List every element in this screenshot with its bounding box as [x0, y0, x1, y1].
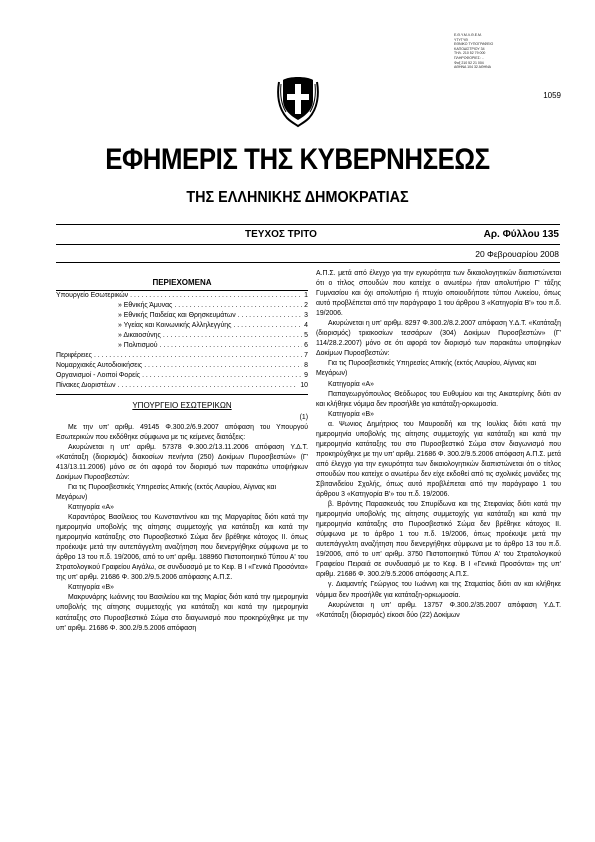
toc-num: 8	[304, 362, 308, 370]
paragraph: Κατηγορία «Β»	[328, 410, 374, 418]
toc-label: Οργανισμοί - Λοιποί Φορείς	[56, 372, 141, 380]
printer-line: ΚΑΠΟΔΙΣΤΡΙΟΥ 34	[454, 46, 485, 51]
toc-num: 3	[304, 312, 308, 320]
paragraph: Παπαγεωργόπουλος Θεόδωρος του Ευθυμίου και της Αικατερίνης διότι αν και κλήθηκε νόμιμα δεν προσήλθε για κατάταξη-ορκωμοσία.	[316, 390, 561, 408]
coat-of-arms-icon	[275, 74, 321, 128]
right-column	[316, 269, 561, 621]
paragraph: Κατηγορία «Β»	[68, 584, 114, 592]
toc-label: » Πολιτισμού	[118, 342, 158, 350]
printer-line: ΠΛΗΡΟΦΟΡΙΕΣ: ..	[454, 55, 484, 60]
paragraph: Για τις Πυροσβεστικές Υπηρεσίες Αττικής (εκτός Λαυρίου, Αίγινας και Μεγάρων)	[56, 483, 277, 501]
paragraph: Με την υπ' αριθμ. 49145 Φ.300.2/6.9.2007 απόφαση του Υπουργού Εσωτερικών που εκδόθηκε σύμφωνα με τις κείμενες διατάξεις:	[56, 423, 308, 441]
toc-row	[56, 361, 308, 371]
issue-label: ΤΕΥΧΟΣ ΤΡΙΤΟ	[245, 229, 317, 240]
toc-num: 9	[304, 372, 308, 380]
printer-imprint	[454, 33, 514, 70]
toc-label: Πίνακες Διοριστέων	[56, 382, 116, 390]
paragraph: Μακρυνάρης Ιωάννης του Βασιλείου και της Μαρίας διότι κατά την ημερομηνία υποβολής της αίτησης συμμετοχής για κατάταξη και κατά την ημερομηνία κατάταξης στο Πυροσβεστικό Σώμα στο διαγωνισμό που προκηρύχθηκε με την υπ' αριθμ. 21686 Φ. 300.2/9.5.2006 απόφαση	[56, 594, 308, 632]
paragraph: Ακυρώνεται η υπ' αριθμ. 8297 Φ.300.2/8.2.2007 απόφαση Υ.Δ.Τ. «Κατάταξη (διορισμός) τριακοσίων τεσσάρων (304) Δοκίμων Πυροσβεστών» (Γ' 114/28.2.2007) μόνο σε ότι αφορά τον διορισμό των παρακάτω υποψηφίων Δοκίμων Πυροσβεστών:	[316, 320, 561, 358]
toc-title: ΠΕΡΙΕΧΟΜΕΝΑ	[152, 278, 212, 287]
paragraph: Κατηγορία «Α»	[328, 380, 374, 388]
toc-num: 10	[300, 382, 308, 390]
gazette-title: ΕΦΗΜΕΡΙΣ ΤΗΣ ΚΥΒΕΡΝΗΣΕΩΣ	[105, 143, 490, 176]
printer-line: ΤΗΛ. 210 52 79 000	[454, 51, 486, 56]
item-number: (1)	[299, 413, 308, 421]
printer-line: ΥΤΥΤΥΘ	[454, 37, 468, 42]
toc-label: Υπουργείο Εσωτερικών	[56, 292, 129, 300]
toc-label: » Υγείας και Κοινωνικής Αλληλεγγύης	[118, 322, 232, 330]
printer-line: Φαξ 210 52 21 004	[454, 60, 484, 65]
printer-line: ΕΘΝΙΚΟ ΤΥΠΟΓΡΑΦΕΙΟ	[454, 42, 494, 47]
toc-row	[56, 331, 308, 341]
paragraph: α. Ψωνιος Δημήτριος του Μαυροειδή και της Ιουλίας διότι κατά την ημερομηνία υποβολής της αίτησης συμμετοχής για κατάταξη και κατά την ημερομηνία κατάταξης του στο Πυροσβεστικό Σώμα στον διαγωνισμό που προκηρύχθηκε με την υπ' αριθμ. 21686 Φ. 300.2/9.5.2006 απόφαση Α.Π.Σ. μετά από έλεγχο για την εγκυρότητα των δικαιολογητικών διαπιστώνεται ότι ο τίτλος σπουδών που κατείχε ο ανωτέρω δεν είχε εκδοθεί από τις σχολικές μονάδες της Σβιτανιδείου Σχολής, όπως αυτό προβλέπεται από την παράγραφο 1 του άρθρου 3 «Κατηγορία Β'» του π.δ. 19/2006.	[316, 420, 561, 499]
paragraph: Α.Π.Σ. μετά από έλεγχο για την εγκυρότητα των δικαιολογητικών διαπιστώνεται ότι ο τίτλος σπουδών που κατείχε ο ανωτέρω ήταν απολυτήριο Γ' τάξης Γυμνασίου και όχι απολυτήριο ή πτυχίο οποιουδήποτε τύπου Λυκείου, όπως αυτό προβλέπεται από την παράγραφο 1 του άρθρου 3 «Κατηγορία Β'» του π.δ. 19/2006.	[316, 270, 561, 318]
toc-row	[56, 291, 308, 301]
toc-label: » Εθνικής Παιδείας και Θρησκευμάτων	[118, 312, 236, 320]
toc-label: » Εθνικής Άμυνας	[118, 302, 173, 310]
header-divider	[56, 262, 560, 263]
toc-label: Νομαρχιακές Αυτοδιοικήσεις	[56, 362, 143, 370]
gazette-subtitle: ΤΗΣ ΕΛΛΗΝΙΚΗΣ ΔΗΜΟΚΡΑΤΙΑΣ	[186, 189, 409, 206]
header-divider	[56, 224, 560, 225]
paragraph: Ακυρώνεται η υπ' αριθμ. 13757 Φ.300.2/35.2007 απόφαση Υ.Δ.Τ. «Κατάταξη (διορισμός) είκοσι δύο (22) Δοκίμων	[316, 601, 561, 619]
printer-line: Ε.Θ.Υ.Μ.Λ.Θ.Ε.Μ.	[454, 33, 482, 37]
toc-num: 7	[304, 352, 308, 360]
toc-num: 2	[304, 302, 308, 310]
toc-row	[56, 341, 308, 351]
left-column	[56, 269, 308, 634]
paragraph: Για τις Πυροσβεστικές Υπηρεσίες Αττικής (εκτός Λαυρίου, Αίγινας και Μεγάρων)	[316, 360, 537, 378]
paragraph: β. Βρόντης Παρασκευάς του Σπυρίδωνα και της Στεφανίας διότι κατά την ημερομηνία υποβολής της αίτησης συμμετοχής για κατάταξη και κατά την ημερομηνία κατάταξης στο Πυροσβεστικό Σώμα δεν βρέθηκε κάτοχος ΙΙ. σύμφωνα με το άρθρο 1 του π.δ. 19/2006, όπως προέκυψε μετά την αυτεπάγγελτη αναζήτηση που διενεργήθηκε σύμφωνα με το άρθρο 13 του π.δ. 19/2006, από το υπ' αριθμ. 3750 Πιστοποιητικό Τύπου Α' του Στρατολογικού Γραφείου Πειραιά σε συνδυασμό με το Κεφ. Β Ι «Γενικά Προσόντα» της υπ' αριθμ. 21686 Φ. 300.2/9.5.2006 απόφασης Α.Π.Σ.	[316, 501, 561, 579]
paragraph: Κατηγορία «Α»	[68, 503, 114, 511]
toc-num: 4	[304, 322, 308, 330]
toc-row	[56, 311, 308, 321]
header-divider	[56, 244, 560, 245]
printer-line: ΑΘΗΝΑ 104 32 ΑΘΗΝΑ	[454, 65, 492, 70]
toc-num: 1	[304, 292, 308, 300]
toc-row	[56, 371, 308, 381]
toc-row	[56, 301, 308, 311]
sheet-number: Αρ. Φύλλου 135	[483, 229, 559, 240]
toc-label: Περιφέρειες	[56, 352, 92, 360]
paragraph: Ακυρώνεται η υπ' αριθμ. 57378 Φ.300.2/13.11.2006 απόφαση Υ.Δ.Τ. «Κατάταξη (διορισμός) διακοσίων πενήντα (250) Δοκίμων Πυροσβεστών» (Γ' 413/13.11.2006) μόνο σε ότι αφορά τον διορισμό των παρακάτω υποψήφιων Δοκίμων Πυροσβεστών:	[56, 443, 308, 481]
toc-num: 6	[304, 342, 308, 350]
issue-date: 20 Φεβρουαρίου 2008	[475, 249, 559, 259]
toc-label: » Δικαιοσύνης	[118, 332, 161, 340]
page-number: 1059	[543, 91, 561, 100]
toc-row	[56, 351, 308, 361]
toc-num: 5	[304, 332, 308, 340]
paragraph: γ. Διαμαντής Γεώργιος του Ιωάννη και της Σταματίας διότι αν και κλήθηκε νόμιμα δεν προσήλθε για κατάταξη-ορκωμοσία.	[316, 581, 561, 599]
toc-row	[56, 381, 308, 391]
paragraph: Καραντόρος Βασίλειος του Κωνσταντίνου και της Μαργαρίτας διότι κατά την ημερομηνία υποβολής της αίτησης συμμετοχής για κατάταξη και κατά την ημερομηνία κατάταξης στο Πυροσβεστικό Σώμα δεν βρέθηκε κάτοχος ΙΙ. όπως προέκυψε μετά την αυτεπάγγελτη αναζήτηση που διενεργήθηκε σύμφωνα με το άρθρο 13 του π.δ. 19/2006, από το υπ' αριθμ. 188960 Πιστοποιητικό Τύπου Α' του Στρατολογικού Γραφείου Αιγάλω, σε συνδυασμό με το Κεφ. Β Ι «Γενικά Προσόντα» της υπ' αριθμ. 21686 Φ. 300.2/9.5.2006 απόφασης Α.Π.Σ.	[56, 514, 308, 582]
toc-row	[56, 321, 308, 331]
section-title: ΥΠΟΥΡΓΕΙΟ ΕΣΩΤΕΡΙΚΩΝ	[132, 400, 232, 410]
toc-divider	[56, 394, 308, 395]
